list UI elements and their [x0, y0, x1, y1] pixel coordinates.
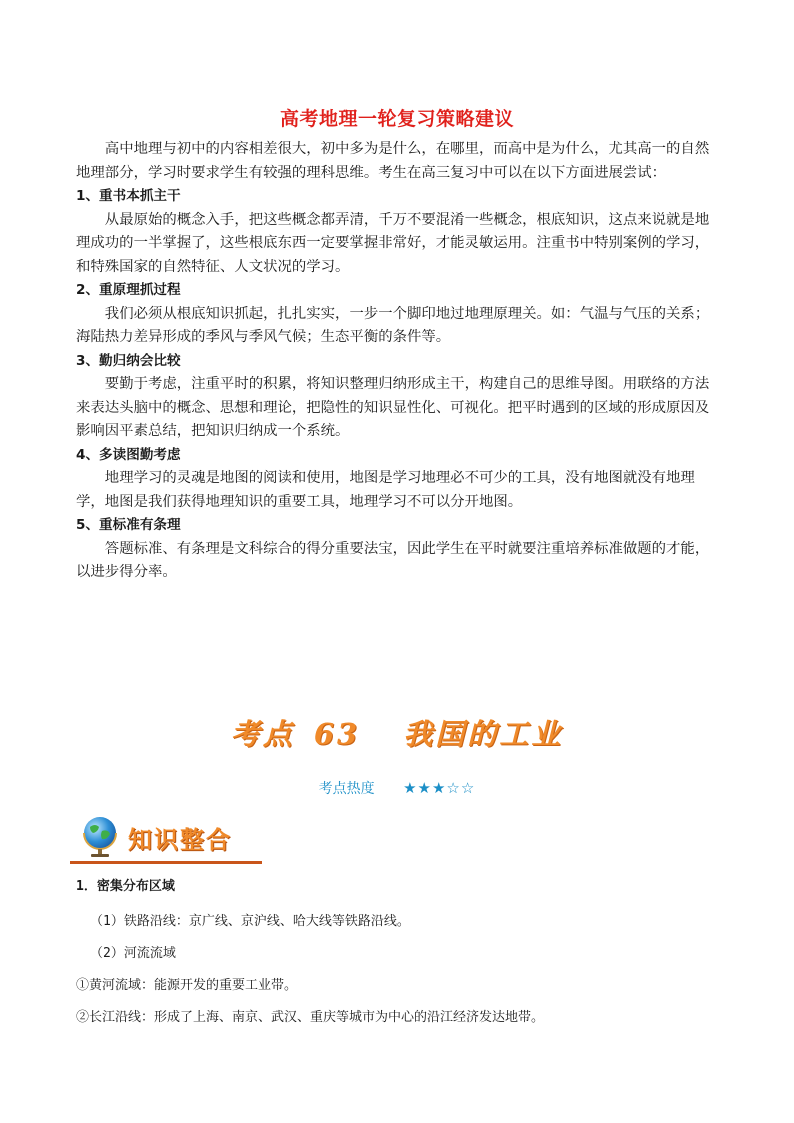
heat-stars: ★★★☆☆	[403, 779, 476, 797]
tip-body: 答题标准、有条理是文科综合的得分重要法宝，因此学生在平时就要注重培养标准做题的才能，以进步得分率。	[76, 540, 710, 580]
section-line: （2）河流流域	[90, 946, 176, 961]
section-heading: 1．密集分布区域	[76, 879, 175, 894]
kaodian-prefix: 考点	[230, 717, 295, 751]
heat-label: 考点热度	[318, 781, 375, 797]
tip-body: 我们必须从根底知识抓起，扎扎实实，一步一个脚印地过地理原理关。如：气温与气压的关系；海陆热力差异形成的季风与季风气候；生态平衡的条件等。	[76, 305, 710, 345]
section-line: （1）铁路沿线：京广线、京沪线、哈大线等铁路沿线。	[90, 914, 410, 929]
heat-rating	[0, 778, 794, 798]
page-title: 高考地理一轮复习策略建议	[279, 108, 514, 130]
tip-body: 地理学习的灵魂是地图的阅读和使用，地图是学习地理必不可少的工具，没有地图就没有地理学，地图是我们获得地理知识的重要工具，地理学习不可以分开地图。	[76, 470, 695, 510]
tip-heading: 4、多读图勤考虑	[76, 446, 181, 463]
kaodian-number: 63	[313, 717, 361, 751]
banner-title: 知识整合	[128, 825, 232, 854]
tip-heading: 5、重标准有条理	[76, 517, 181, 533]
tip-heading: 1、重书本抓主干	[76, 188, 181, 204]
globe-icon	[78, 814, 122, 858]
tip-heading: 3、勤归纳会比较	[76, 352, 181, 369]
tip-heading: 2、重原理抓过程	[76, 282, 181, 298]
knowledge-banner	[70, 812, 262, 864]
kaodian-name: 我国的工业	[403, 717, 564, 751]
section-line: ②长江沿线：形成了上海、南京、武汉、重庆等城市为中心的沿江经济发达地带。	[76, 1010, 545, 1025]
strategy-body	[76, 138, 718, 585]
section-line: ①黄河流域：能源开发的重要工业带。	[76, 978, 298, 993]
tip-body: 要勤于考虑，注重平时的积累，将知识整理归纳形成主干，构建自己的思维导图。用联络的方法来表达头脑中的概念、思想和理论，把隐性的知识显性化、可视化。把平时遇到的区域的形成原因及影响因平素总结，把知识归纳成一个系统。	[76, 376, 710, 439]
intro-paragraph: 高中地理与初中的内容相差很大，初中多为是什么，在哪里，而高中是为什么，尤其高一的自然地理部分，学习时要求学生有较强的理科思维。考生在高三复习中可以在以下方面进展尝试：	[76, 141, 710, 181]
knowledge-section	[76, 874, 736, 1034]
banner-underline	[70, 861, 262, 864]
tip-body: 从最原始的概念入手，把这些概念都弄清，千万不要混淆一些概念，根底知识，这点来说就是地理成功的一半掌握了，这些根底东西一定要掌握非常好，才能灵敏运用。注重书中特别案例的学习，和特殊国家的自然特征、人文状况的学习。	[76, 211, 710, 275]
kaodian-title	[0, 712, 794, 753]
